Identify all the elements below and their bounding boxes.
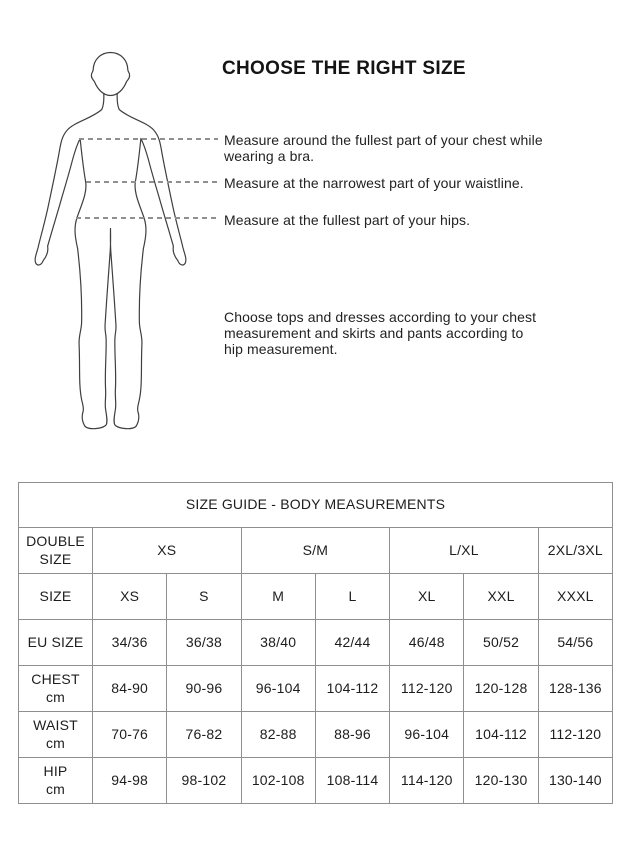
size-value-cell: 96-104 xyxy=(390,712,464,758)
size-value-cell: L xyxy=(315,574,389,620)
page-title: CHOOSE THE RIGHT SIZE xyxy=(222,58,466,79)
size-value-cell: M xyxy=(241,574,315,620)
row-label-cell: HIP cm xyxy=(19,758,93,804)
size-value-cell: 94-98 xyxy=(93,758,167,804)
size-value-cell: 128-136 xyxy=(538,666,612,712)
double-size-cell: S/M xyxy=(241,528,390,574)
size-value-cell: 112-120 xyxy=(390,666,464,712)
waist-measure-note xyxy=(224,175,524,191)
note-line: Choose tops and dresses according to your chest xyxy=(224,309,537,325)
note-line: Measure at the narrowest part of your waistline. xyxy=(224,175,524,191)
size-value-cell: XXL xyxy=(464,574,538,620)
fit-advice-note xyxy=(224,309,536,357)
waist-measure-line xyxy=(86,181,218,183)
table-title-row xyxy=(19,483,613,528)
note-line: wearing a bra. xyxy=(224,148,315,164)
female-body-outline xyxy=(25,48,196,433)
size-row xyxy=(19,574,613,620)
table-title: SIZE GUIDE - BODY MEASUREMENTS xyxy=(19,483,613,528)
size-value-cell: 46/48 xyxy=(390,620,464,666)
row-label-cell: SIZE xyxy=(19,574,93,620)
hip-row xyxy=(19,758,613,804)
waist-row xyxy=(19,712,613,758)
double-size-row xyxy=(19,528,613,574)
size-value-cell: XL xyxy=(390,574,464,620)
double-size-cell: XS xyxy=(93,528,242,574)
size-value-cell: 38/40 xyxy=(241,620,315,666)
row-label-cell: WAIST cm xyxy=(19,712,93,758)
size-value-cell: 114-120 xyxy=(390,758,464,804)
size-value-cell: 120-130 xyxy=(464,758,538,804)
size-value-cell: 84-90 xyxy=(93,666,167,712)
size-value-cell: S xyxy=(167,574,241,620)
hip-measure-line xyxy=(76,217,218,219)
row-label-cell: DOUBLE SIZE xyxy=(19,528,93,574)
size-value-cell: 82-88 xyxy=(241,712,315,758)
size-value-cell: 70-76 xyxy=(93,712,167,758)
size-value-cell: 90-96 xyxy=(167,666,241,712)
size-guide-table xyxy=(18,482,613,804)
size-value-cell: 42/44 xyxy=(315,620,389,666)
size-value-cell: 50/52 xyxy=(464,620,538,666)
chest-measure-line xyxy=(79,138,218,140)
size-value-cell: 108-114 xyxy=(315,758,389,804)
chest-measure-note xyxy=(224,132,543,164)
head-outline-path xyxy=(91,53,129,96)
hip-measure-note xyxy=(224,212,470,228)
size-value-cell: 104-112 xyxy=(315,666,389,712)
eu-size-row xyxy=(19,620,613,666)
size-value-cell: 98-102 xyxy=(167,758,241,804)
row-label-cell: CHEST cm xyxy=(19,666,93,712)
size-value-cell: 88-96 xyxy=(315,712,389,758)
size-value-cell: 96-104 xyxy=(241,666,315,712)
body-figure-illustration xyxy=(25,48,196,433)
size-value-cell: 34/36 xyxy=(93,620,167,666)
size-value-cell: XXXL xyxy=(538,574,612,620)
note-line: measurement and skirts and pants according to xyxy=(224,325,524,341)
size-value-cell: XS xyxy=(93,574,167,620)
chest-row xyxy=(19,666,613,712)
size-value-cell: 76-82 xyxy=(167,712,241,758)
double-size-cell: L/XL xyxy=(390,528,539,574)
body-outline-path xyxy=(35,95,186,429)
size-value-cell: 112-120 xyxy=(538,712,612,758)
size-value-cell: 130-140 xyxy=(538,758,612,804)
size-value-cell: 54/56 xyxy=(538,620,612,666)
size-value-cell: 120-128 xyxy=(464,666,538,712)
row-label-cell: EU SIZE xyxy=(19,620,93,666)
double-size-cell: 2XL/3XL xyxy=(538,528,612,574)
size-value-cell: 36/38 xyxy=(167,620,241,666)
note-line: Measure at the fullest part of your hips. xyxy=(224,212,471,228)
size-value-cell: 104-112 xyxy=(464,712,538,758)
note-line: Measure around the fullest part of your chest while xyxy=(224,132,543,148)
size-value-cell: 102-108 xyxy=(241,758,315,804)
note-line: hip measurement. xyxy=(224,341,338,357)
